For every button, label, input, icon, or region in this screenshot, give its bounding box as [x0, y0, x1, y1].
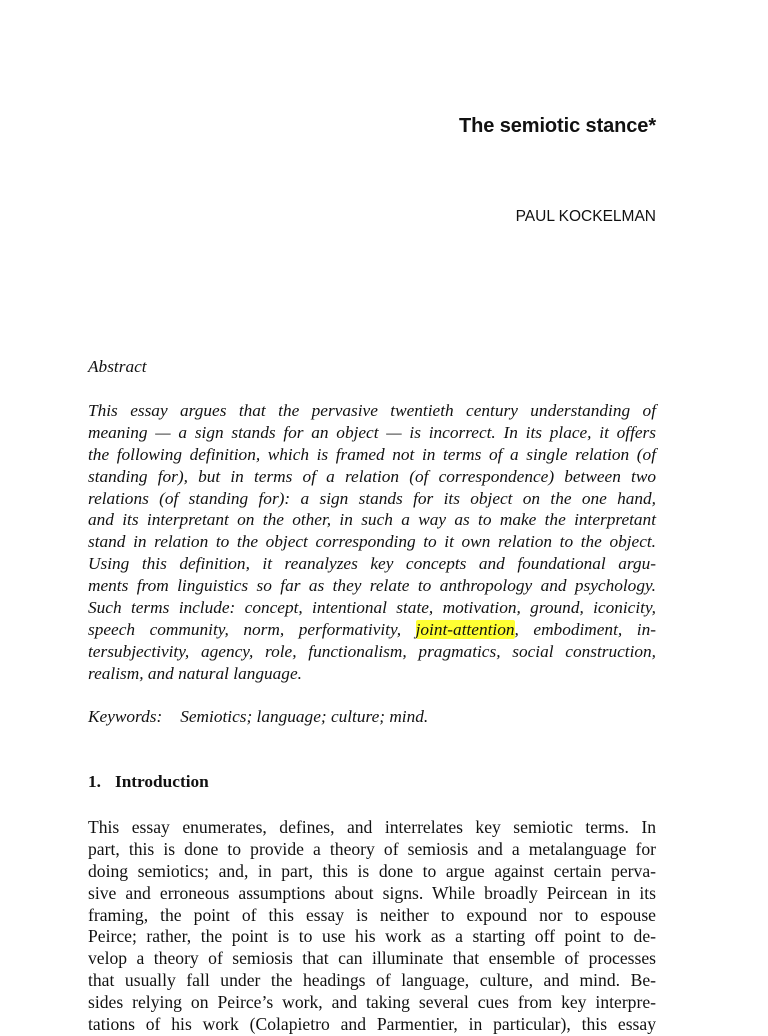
body-line: Peirce; rather, the point is to use his work as a starting off point to de- [88, 926, 656, 947]
body-line: that usually fall under the headings of language, culture, and mind. Be- [88, 970, 656, 991]
section-title: Introduction [114, 772, 209, 791]
abstract-text-before-highlight: speech community, norm, performativity, [88, 619, 416, 639]
body-line: sides relying on Peirce’s work, and taking several cues from key interpre- [88, 992, 656, 1013]
body-line: This essay enumerates, defines, and interrelates key semiotic terms. In [88, 817, 656, 837]
abstract-line: the following definition, which is framed not in terms of a single relation (of [88, 444, 656, 464]
abstract-line: meaning — a sign stands for an object — is incorrect. In its place, it offers [88, 422, 656, 442]
body-line: velop a theory of semiosis that can illuminate that ensemble of processes [88, 948, 656, 969]
abstract-line: ments from linguistics so far as they relate to anthropology and psychology. [88, 576, 656, 596]
highlighted-term[interactable]: joint-attention [415, 619, 515, 639]
abstract-line: stand in relation to the object corresponding to it own relation to the object. [88, 532, 656, 552]
author-name: PAUL KOCKELMAN [515, 208, 656, 225]
keywords-label: Keywords: [88, 707, 163, 726]
abstract-text-after-highlight: , embodiment, in- [514, 619, 656, 639]
paper-title: The semiotic stance* [459, 115, 656, 137]
abstract-line: Using this definition, it reanalyzes key concepts and foundational argu- [88, 554, 656, 574]
keywords [88, 707, 428, 727]
body-line: framing, the point of this essay is neither to expound nor to espouse [88, 904, 656, 925]
body-line: doing semiotics; and, in part, this is done to argue against certain perva- [88, 860, 656, 881]
abstract-line: standing for), but in terms of a relation (of correspondence) between two [88, 466, 656, 486]
introduction-body [88, 817, 656, 1036]
body-line: part, this is done to provide a theory of semiosis and a metalanguage for [88, 838, 656, 859]
abstract-line: This essay argues that the pervasive twentieth century understanding of [88, 401, 656, 420]
abstract-line: tersubjectivity, agency, role, functionalism, pragmatics, social construction, [88, 641, 656, 661]
abstract-line: realism, and natural language. [88, 663, 302, 683]
section-number: 1. [88, 772, 101, 791]
keywords-values: Semiotics; language; culture; mind. [180, 707, 429, 726]
abstract-body [88, 400, 656, 685]
abstract-line-highlighted [88, 619, 656, 641]
abstract-line: relations (of standing for): a sign stands for its object on the one hand, [88, 488, 656, 508]
section-heading [88, 772, 209, 792]
abstract-line: Such terms include: concept, intentional state, motivation, ground, iconicity, [88, 598, 656, 618]
abstract-heading: Abstract [88, 357, 147, 376]
abstract-line: and its interpretant on the other, in such a way as to make the interpretant [88, 510, 656, 530]
body-line: sive and erroneous assumptions about signs. While broadly Peircean in its [88, 882, 656, 903]
body-line: tations of his work (Colapietro and Parmentier, in particular), this essay [88, 1014, 656, 1035]
